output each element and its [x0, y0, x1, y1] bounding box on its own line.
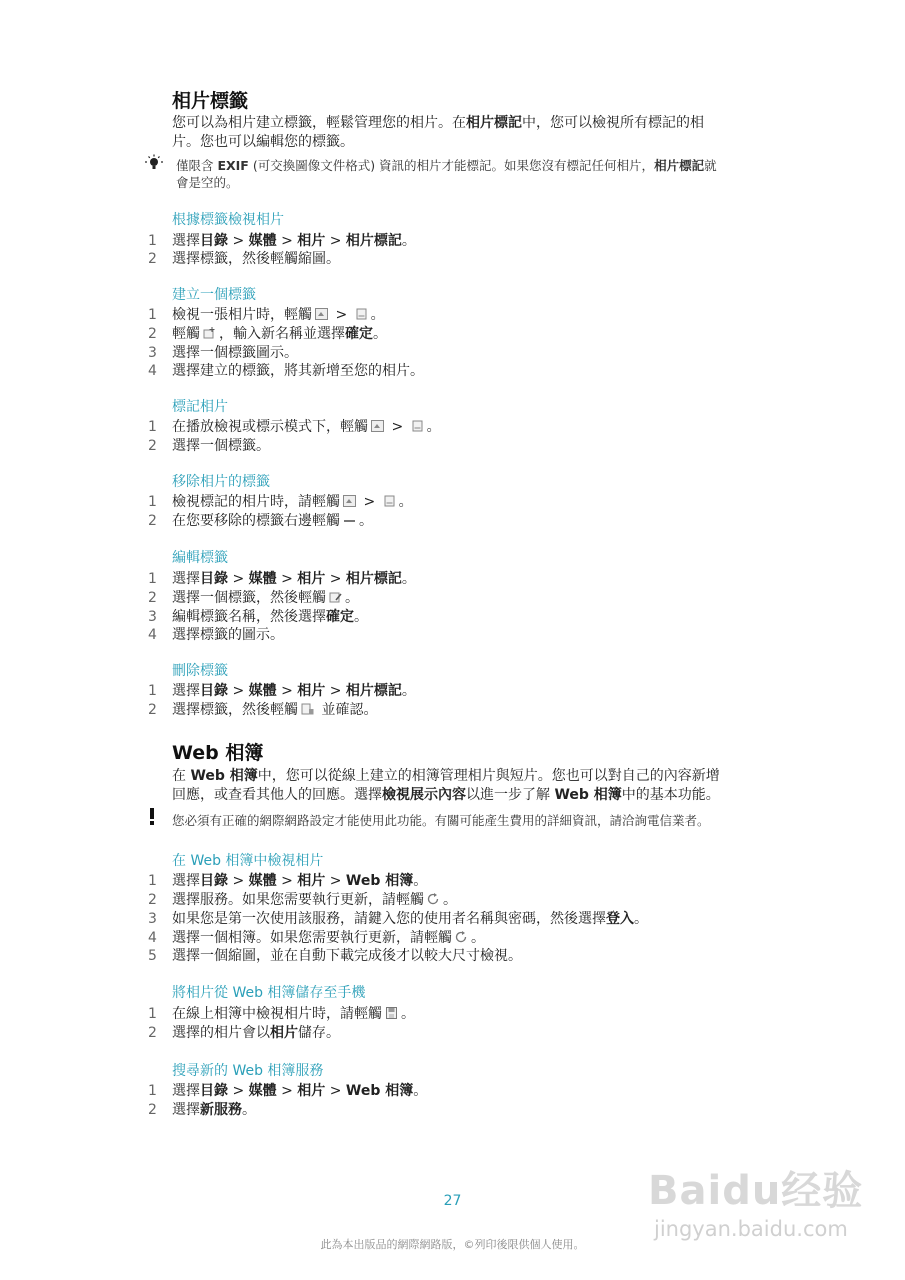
delete-tag-icon: [301, 703, 314, 715]
subheading-search-web-album-service: 搜尋新的 Web 相簿服務: [172, 1063, 324, 1079]
step-item: 2 選擇標籤，然後輕觸縮圖。: [148, 251, 340, 267]
section-title-photo-tags: 相片標籤: [172, 90, 249, 112]
step-item: 1 在播放檢視或標示模式下，輕觸 > 。: [148, 419, 441, 435]
subheading-save-from-web-album: 將相片從 Web 相簿儲存至手機: [172, 985, 366, 1001]
subheading-edit-tag: 編輯標籤: [172, 550, 228, 566]
subheading-delete-tag: 刪除標籤: [172, 663, 228, 679]
tag-icon: [383, 495, 396, 507]
subheading-create-tag: 建立一個標籤: [172, 287, 256, 303]
options-icon: [315, 308, 328, 320]
options-icon: [371, 420, 384, 432]
tip-bulb-icon: [145, 154, 163, 172]
warning-note: 您必須有正確的網際網路設定才能使用此功能。有關可能產生費用的詳細資訊，請洽詢電信業者。: [172, 813, 710, 828]
step-item: 4 選擇一個相簿。如果您需要執行更新，請輕觸 。: [148, 930, 485, 946]
subheading-tag-photo: 標記相片: [172, 399, 228, 415]
refresh-icon: [427, 893, 440, 905]
remove-tag-icon: [343, 514, 356, 526]
step-item: 1 選擇目錄 > 媒體 > 相片 > Web 相簿。: [148, 1083, 428, 1099]
subheading-view-by-tag: 根據標籤檢視相片: [172, 212, 284, 228]
step-item: 3 如果您是第一次使用該服務，請鍵入您的使用者名稱與密碼，然後選擇登入。: [148, 911, 648, 927]
tip-note: 僅限含 EXIF (可交換圖像文件格式) 資訊的相片才能標記。如果您沒有標記任何相片，相片標記就 會是空的。: [176, 158, 717, 190]
step-item: 1 檢視一張相片時，輕觸 > 。: [148, 307, 385, 323]
page-number: 27: [443, 1193, 462, 1209]
step-item: 1 選擇目錄 > 媒體 > 相片 > Web 相簿。: [148, 873, 428, 889]
edit-tag-icon: [329, 591, 342, 603]
step-item: 3 編輯標籤名稱，然後選擇確定。: [148, 609, 368, 625]
options-icon: [343, 495, 356, 507]
section-intro: 在 Web 相簿中，您可以從線上建立的相簿管理相片與短片。您也可以對自己的內容新增 回應，或查看其他人的回應。選擇檢視展示內容以進一步了解 Web 相簿中的基本功能。: [172, 768, 720, 803]
step-item: 4 選擇建立的標籤，將其新增至您的相片。: [148, 363, 424, 379]
watermark-url: jingyan.baidu.com: [654, 1217, 848, 1241]
section-intro: 您可以為相片建立標籤，輕鬆管理您的相片。在相片標記中，您可以檢視所有標記的相 片。您也可以編輯您的標籤。: [172, 115, 704, 150]
baidu-watermark: [640, 1145, 880, 1265]
section-title-web-album: Web 相簿: [172, 742, 264, 764]
step-item: 2 選擇一個標籤。: [148, 438, 270, 454]
save-icon: [385, 1007, 398, 1019]
refresh-icon: [455, 931, 468, 943]
warning-exclamation-icon: [146, 808, 158, 826]
new-tag-icon: [203, 327, 216, 339]
tag-icon: [355, 308, 368, 320]
subheading-remove-tag: 移除相片的標籤: [172, 474, 270, 490]
step-item: 2 選擇服務。如果您需要執行更新，請輕觸 。: [148, 892, 457, 908]
step-item: 2 選擇新服務。: [148, 1102, 256, 1118]
step-item: 4 選擇標籤的圖示。: [148, 627, 284, 643]
step-item: 1 選擇目錄 > 媒體 > 相片 > 相片標記。: [148, 571, 416, 587]
footer-copyright: 此為本出版品的網際網路版，©列印後限供個人使用。: [320, 1238, 585, 1251]
watermark-logo: Baidu经验: [648, 1168, 864, 1214]
step-item: 2 輕觸 ，輸入新名稱並選擇確定。: [148, 326, 387, 342]
step-item: 2 選擇標籤，然後輕觸 並確認。: [148, 702, 378, 718]
step-item: 3 選擇一個標籤圖示。: [148, 345, 298, 361]
step-item: 1 在線上相簿中檢視相片時，請輕觸 。: [148, 1006, 415, 1022]
step-item: 1 選擇目錄 > 媒體 > 相片 > 相片標記。: [148, 683, 416, 699]
step-item: 1 檢視標記的相片時，請輕觸 > 。: [148, 494, 413, 510]
step-item: 2 選擇一個標籤，然後輕觸 。: [148, 590, 359, 606]
step-item: 2 在您要移除的標籤右邊輕觸 。: [148, 513, 373, 529]
step-item: 1 選擇目錄 > 媒體 > 相片 > 相片標記。: [148, 233, 416, 249]
step-item: 2 選擇的相片會以相片儲存。: [148, 1025, 340, 1041]
step-item: 5 選擇一個縮圖，並在自動下載完成後才以較大尺寸檢視。: [148, 948, 522, 964]
tag-icon: [411, 420, 424, 432]
subheading-view-web-album: 在 Web 相簿中檢視相片: [172, 853, 324, 869]
